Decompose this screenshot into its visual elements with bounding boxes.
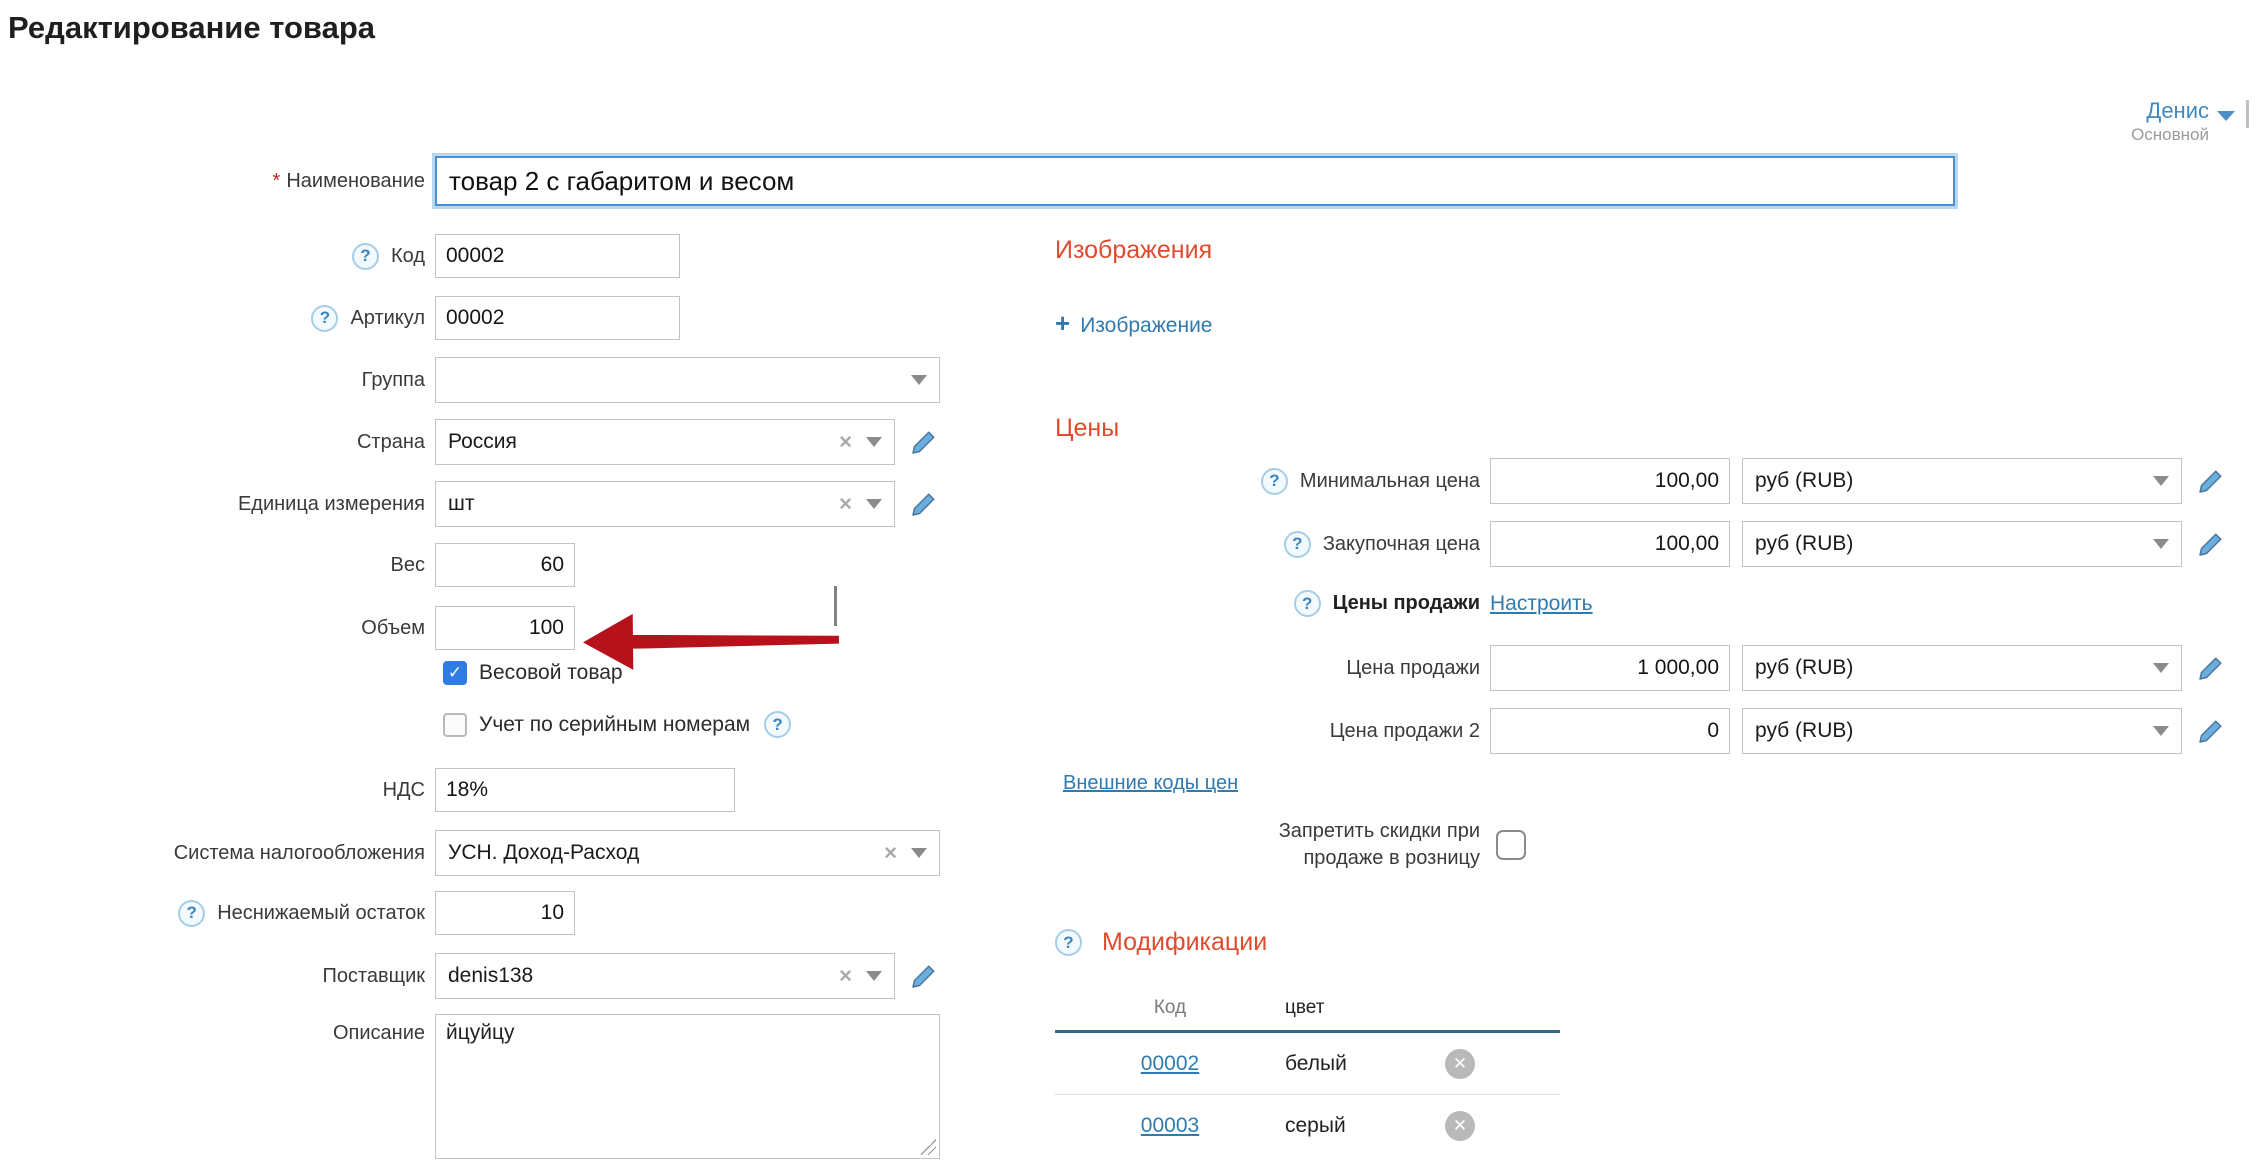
modifications-title: Модификации	[1102, 928, 1268, 956]
min-stock-row	[0, 891, 575, 935]
tax-system-select[interactable]	[435, 830, 940, 876]
article-input[interactable]	[435, 296, 680, 340]
sale-price-2-currency-select[interactable]: руб (RUB)	[1742, 708, 2182, 754]
column-header-color: цвет	[1285, 996, 1325, 1018]
sale-price-2-label: Цена продажи 2	[1329, 719, 1480, 742]
question-icon[interactable]: ?	[178, 900, 205, 927]
question-icon[interactable]: ?	[764, 711, 791, 738]
supplier-row	[0, 953, 939, 999]
add-image-row	[1055, 308, 1212, 339]
weight-product-label[interactable]: Весовой товар	[479, 661, 623, 684]
sale-price-input[interactable]	[1490, 645, 1730, 691]
unit-label: Единица измерения	[237, 492, 425, 515]
chevron-down-icon[interactable]	[2153, 726, 2169, 736]
modification-code-link[interactable]: 00002	[1140, 1051, 1200, 1075]
chevron-down-icon[interactable]	[911, 375, 927, 385]
group-select[interactable]	[435, 357, 940, 403]
question-icon[interactable]: ?	[1284, 531, 1311, 558]
weight-product-checkbox[interactable]	[443, 661, 467, 685]
country-row	[0, 419, 939, 465]
clear-icon[interactable]: ×	[884, 840, 897, 865]
modifications-table-header	[1055, 985, 1560, 1033]
column-header-code: Код	[1153, 996, 1187, 1018]
name-row	[0, 156, 1955, 206]
modification-color: белый	[1285, 1051, 1347, 1075]
min-stock-label: Неснижаемый остаток	[217, 901, 425, 924]
forbid-discounts-checkbox[interactable]	[1496, 830, 1526, 860]
volume-input[interactable]	[435, 606, 575, 650]
modification-code-link[interactable]: 00003	[1140, 1114, 1200, 1137]
volume-label: Объем	[361, 616, 425, 639]
chevron-down-icon[interactable]	[2217, 111, 2235, 121]
edit-pencil-icon[interactable]	[909, 961, 939, 991]
edit-pencil-icon[interactable]	[909, 427, 939, 457]
country-label: Страна	[356, 430, 425, 453]
supplier-select[interactable]	[435, 953, 895, 999]
country-value: Россия	[448, 430, 517, 453]
sale-price-row	[1055, 645, 2226, 691]
prices-section-header	[1055, 414, 1119, 443]
supplier-value: denis138	[448, 964, 534, 987]
question-icon[interactable]: ?	[1294, 590, 1321, 617]
sale-prices-label: Цены продажи	[1332, 592, 1480, 614]
sale-price-2-row	[1055, 708, 2226, 754]
clear-icon[interactable]: ×	[839, 429, 852, 454]
required-asterisk: *	[272, 169, 281, 192]
weight-input[interactable]	[435, 543, 575, 587]
min-price-currency-select[interactable]: руб (RUB)	[1742, 458, 2182, 504]
user-account: Основной	[2131, 125, 2209, 144]
min-price-input[interactable]	[1490, 458, 1730, 504]
purchase-price-currency-select[interactable]: руб (RUB)	[1742, 521, 2182, 567]
name-label: Наименование	[286, 169, 425, 192]
chevron-down-icon[interactable]	[866, 971, 882, 981]
forbid-discounts-row	[1055, 818, 1526, 872]
vat-input[interactable]	[435, 768, 735, 812]
prices-title: Цены	[1055, 414, 1120, 442]
user-menu[interactable]	[2030, 98, 2235, 145]
modifications-table	[1055, 985, 1560, 1157]
images-title: Изображения	[1055, 236, 1213, 264]
chevron-down-icon[interactable]	[866, 499, 882, 509]
purchase-price-input[interactable]	[1490, 521, 1730, 567]
unit-value: шт	[448, 492, 475, 515]
unit-row	[0, 481, 939, 527]
external-price-codes-link[interactable]: Внешние коды цен	[1063, 772, 1239, 794]
article-label: Артикул	[350, 306, 425, 329]
weight-row	[0, 543, 575, 587]
chevron-down-icon[interactable]	[2153, 663, 2169, 673]
min-price-row	[1055, 458, 2226, 504]
forbid-discounts-label: Запретить скидки при продаже в розницу	[1278, 820, 1480, 869]
delete-icon[interactable]: ✕	[1445, 1111, 1475, 1141]
edit-pencil-icon[interactable]	[2196, 529, 2226, 559]
tax-system-value: УСН. Доход-Расход	[448, 841, 640, 864]
weight-label: Вес	[390, 553, 425, 576]
vat-row	[0, 768, 735, 812]
plus-icon: +	[1055, 308, 1071, 338]
chevron-down-icon[interactable]	[2153, 539, 2169, 549]
min-price-label: Минимальная цена	[1299, 469, 1480, 492]
supplier-label: Поставщик	[322, 964, 425, 987]
code-row	[0, 234, 680, 278]
question-icon[interactable]: ?	[311, 305, 338, 332]
edit-pencil-icon[interactable]	[2196, 653, 2226, 683]
description-textarea[interactable]	[435, 1014, 940, 1159]
chevron-down-icon[interactable]	[911, 848, 927, 858]
code-label: Код	[390, 244, 425, 267]
unit-select[interactable]	[435, 481, 895, 527]
modifications-section-header	[1055, 928, 1267, 957]
name-input[interactable]	[435, 156, 1955, 206]
question-icon[interactable]: ?	[1261, 468, 1288, 495]
modification-color: серый	[1285, 1114, 1346, 1137]
chevron-down-icon[interactable]	[2153, 476, 2169, 486]
clear-icon[interactable]: ×	[839, 491, 852, 516]
sale-price-currency-select[interactable]: руб (RUB)	[1742, 645, 2182, 691]
country-select[interactable]	[435, 419, 895, 465]
article-row	[0, 296, 680, 340]
clear-icon[interactable]: ×	[839, 963, 852, 988]
table-row	[1055, 1095, 1560, 1157]
tax-system-row	[0, 830, 940, 876]
sale-price-2-input[interactable]	[1490, 708, 1730, 754]
configure-sale-prices-link[interactable]: Настроить	[1490, 591, 1593, 615]
group-label: Группа	[361, 368, 425, 391]
edit-pencil-icon[interactable]	[909, 489, 939, 519]
serial-numbers-checkbox[interactable]	[443, 713, 467, 737]
page-title: Редактирование товара	[8, 10, 375, 45]
serial-numbers-label[interactable]: Учет по серийным номерам	[479, 712, 751, 736]
external-codes-row	[1063, 772, 1238, 795]
volume-row	[0, 606, 575, 650]
header-divider	[2246, 100, 2249, 128]
table-row	[1055, 1033, 1560, 1095]
resize-grip[interactable]	[920, 1139, 936, 1155]
question-icon[interactable]: ?	[352, 243, 379, 270]
images-section-header	[1055, 236, 1212, 265]
text-cursor	[834, 586, 837, 626]
min-stock-input[interactable]	[435, 891, 575, 935]
chevron-down-icon[interactable]	[866, 437, 882, 447]
vat-label: НДС	[382, 778, 425, 801]
serial-numbers-row	[443, 711, 791, 738]
edit-pencil-icon[interactable]	[2196, 466, 2226, 496]
question-icon[interactable]: ?	[1055, 929, 1082, 956]
sale-price-label: Цена продажи	[1346, 656, 1480, 679]
delete-icon[interactable]: ✕	[1445, 1049, 1475, 1079]
edit-pencil-icon[interactable]	[2196, 716, 2226, 746]
purchase-price-label: Закупочная цена	[1322, 532, 1480, 555]
user-name[interactable]: Денис	[2146, 98, 2209, 123]
code-input[interactable]	[435, 234, 680, 278]
add-image-button[interactable]: + Изображение	[1055, 308, 1213, 338]
description-label: Описание	[332, 1022, 425, 1044]
purchase-price-row	[1055, 521, 2226, 567]
description-row	[0, 1014, 940, 1159]
sale-prices-row	[1055, 590, 1593, 617]
group-row	[0, 357, 940, 403]
tax-system-label: Система налогообложения	[173, 841, 425, 864]
weight-product-row	[443, 661, 623, 685]
check-icon: ✓	[447, 663, 463, 682]
